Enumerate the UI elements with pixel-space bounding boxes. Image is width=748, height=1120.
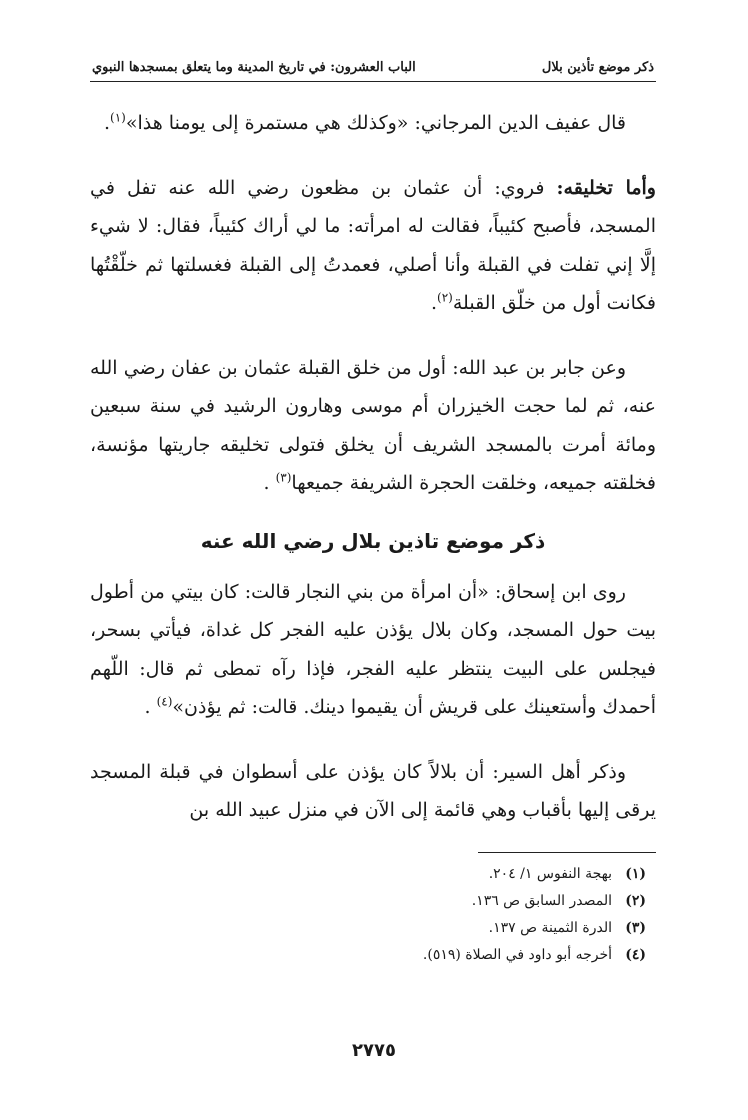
paragraph-ahl-alsiyar	[90, 753, 656, 830]
paragraph-takhliq: وأما تخليقه: فروي: أن عثمان بن مظعون رضي الله عنه تفل في المسجد، فأصبح كئيباً، فقالت له امرأته: ما لي أراك كئيباً، فقال: لا شيء إلَّا إني تفلت في القبلة وأنا أصلي، فعمدتُ إلى القبلة فغسلتها ثم خلّقْتُها فكانت أول من خلّق القبلة$^{(٢)}$.	[90, 176, 656, 314]
paragraph-marjani: قال عفيف الدين المرجاني: «وكذلك هي مستمرة إلى يومنا هذا»$^{(١)}$.	[103, 110, 626, 134]
footnote-text: المصدر السابق ص ١٣٦.	[471, 892, 612, 909]
footnote-ref-1[interactable]: (١)	[110, 110, 126, 125]
footnote-number: (١)	[625, 865, 646, 882]
footnote-item	[90, 888, 656, 915]
footnote-number: (٢)	[625, 892, 646, 909]
paragraph-text: روى ابن إسحاق: «أن امرأة من بني النجار قالت: كان بيتي من أطول بيت حول المسجد، وكان بلال يؤذن عليه الفجر كل غداة، فيأتي بسحر، فيجلس على البيت ينتظر عليه الفجر، فإذا رآه تمطى ثم قال: اللّهم أحمدك وأستعينك على قريش أن يقيموا دينك. قالت: ثم يؤذن»	[90, 580, 656, 718]
footnotes-section	[90, 852, 656, 969]
page-number: ٢٧٧٥	[352, 1040, 396, 1061]
paragraph-lead: وأما تخليقه:	[556, 176, 656, 199]
header-book-section: الباب العشرون: في تاريخ المدينة وما يتعلق بمسجدها النبوي	[92, 60, 416, 75]
paragraph-text: وذكر أهل السير: أن بلالاً كان يؤذن على أسطوان في قبلة المسجد يرقى إليها بأقباب وهي قائمة إلى الآن في منزل عبيد الله بن	[90, 760, 656, 821]
footnote-number: (٤)	[625, 946, 646, 963]
footnote-ref-4[interactable]: (٤)	[156, 694, 173, 709]
paragraph-ibn-ishaq: روى ابن إسحاق: «أن امرأة من بني النجار قالت: كان بيتي من أطول بيت حول المسجد، وكان بلال يؤذن عليه الفجر كل غداة، فيأتي بسحر، فيجلس على البيت ينتظر عليه الفجر، فإذا رآه تمطى ثم قال: اللّهم أحمدك وأستعينك على قريش أن يقيموا دينك. قالت: ثم يؤذن»$^{(٤)}$ .	[90, 580, 656, 718]
footnote-number: (٣)	[625, 919, 646, 936]
paragraph-text: فروي: أن عثمان بن مظعون رضي الله عنه تفل في المسجد، فأصبح كئيباً، فقالت له امرأته: ما لي أراك كئيباً، فقال: لا شيء إلَّا إني تفلت في القبلة وأنا أصلي، فعمدتُ إلى القبلة فغسلتها ثم خلّقْتُها فكانت أول من خلّق القبلة	[90, 176, 656, 314]
footnote-item	[90, 915, 656, 942]
running-header	[90, 60, 656, 82]
paragraph-jabir: وعن جابر بن عبد الله: أول من خلق القبلة عثمان بن عفان رضي الله عنه، ثم لما حجت الخيزران أم موسى وهارون الرشيد في سنة سبعين ومائة أمرت بالمسجد الشريف أن يخلق فتولى تخليقه جاريتها مؤنسة، فخلقته جميعه، وخلقت الحجرة الشريفة جميعها$^{(٣)}$ .	[90, 356, 656, 494]
footnote-text: أخرجه أبو داود في الصلاة (٥١٩).	[422, 946, 612, 963]
footnote-ref-3[interactable]: (٣)	[275, 470, 292, 485]
footnote-text: الدرة الثمينة ص ١٣٧.	[488, 919, 612, 936]
paragraph-text: وعن جابر بن عبد الله: أول من خلق القبلة عثمان بن عفان رضي الله عنه، ثم لما حجت الخيزران أم موسى وهارون الرشيد في سنة سبعين ومائة أمرت بالمسجد الشريف أن يخلق فتولى تخليقه جاريتها مؤنسة، فخلقته جميعه، وخلقت الحجرة الشريفة جميعها	[90, 356, 656, 494]
section-heading: ذكر موضع تاذين بلال رضي الله عنه	[200, 528, 546, 553]
page-body	[90, 60, 656, 969]
footnote-divider	[478, 852, 656, 853]
footnote-ref-2[interactable]: (٢)	[437, 290, 453, 305]
footnote-item	[90, 861, 656, 888]
footnote-text: بهجة النفوس ١/ ٢٠٤.	[488, 865, 612, 882]
footnote-item	[90, 942, 656, 969]
header-chapter-title: ذكر موضع تأذين بلال	[541, 60, 654, 75]
paragraph-text: قال عفيف الدين المرجاني: «وكذلك هي مستمرة إلى يومنا هذا»	[125, 112, 626, 134]
